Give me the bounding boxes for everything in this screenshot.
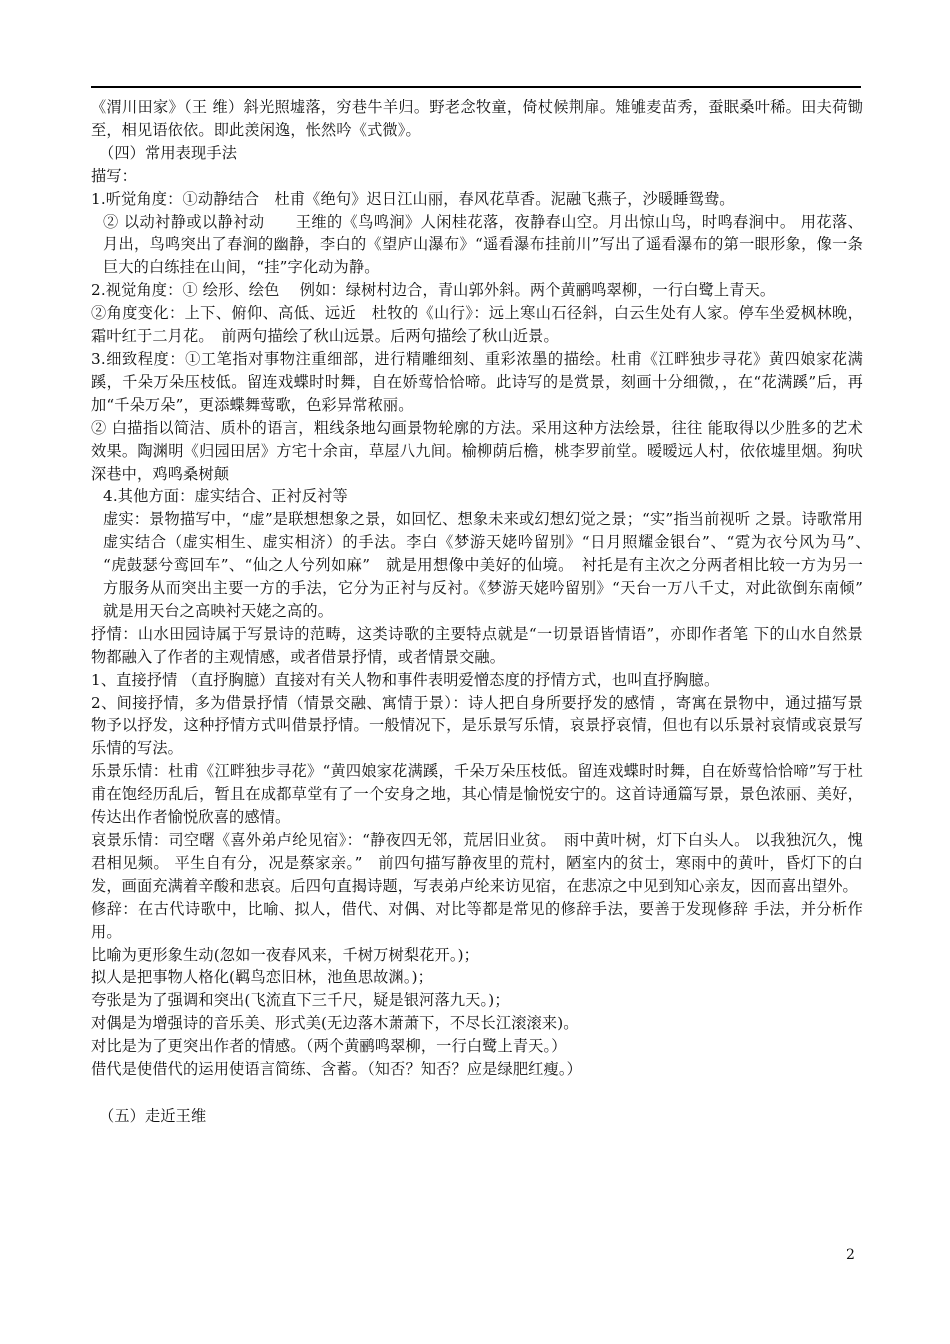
paragraph-motion-stillness: ② 以动衬静或以静衬动 王维的《鸟鸣涧》人闲桂花落，夜静春山空。月出惊山鸟，时鸣春涧中。 用花落、月出，鸟鸣突出了春涧的幽静，李白的《望庐山瀑布》“遥看瀑布挂前川”写出了遥看瀑布的第一眼形象，像一条巨大的白练挂在山间，“挂”字化动为静。 [103, 212, 863, 277]
paragraph-visual-angle: 2.视觉角度：① 绘形、绘色 例如：绿树村边合，青山郭外斜。两个黄鹂鸣翠柳，一行白鹭上青天。 [91, 281, 776, 300]
paragraph-other-aspects: 4.其他方面：虚实结合、正衬反衬等 [103, 487, 348, 506]
paragraph-indirect-lyricism: 2、间接抒情，多为借景抒情（情景交融、寓情于景）：诗人把自身所要抒发的感情 ，寄寓在景物中，通过描写景物予以抒发，这种抒情方式叫借景抒情。一般情况下，是乐景写乐情，哀景抒哀情，但也有以乐景衬哀情或哀景写乐情的写法。 [91, 693, 863, 758]
paragraph-happy-scene-happy-feeling: 乐景乐情：杜甫《江畔独步寻花》“黄四娘家花满蹊，千朵万朵压枝低。留连戏蝶时时舞，自在娇莺恰恰啼”写于杜甫在饱经历乱后，暂且在成都草堂有了一个安身之地，其心情是愉悦安宁的。这首诗通篇写景，景色浓丽、美好，传达出作者愉悦欣喜的感情。 [91, 762, 863, 827]
paragraph-personification: 拟人是把事物人格化(羁鸟恋旧林，池鱼思故渊。)； [91, 968, 433, 987]
header-rule [91, 86, 861, 88]
paragraph-lyricism: 抒情：山水田园诗属于写景诗的范畴，这类诗歌的主要特点就是“一切景语皆情语”，亦即作者笔 下的山水自然景物都融入了作者的主观情感，或者借景抒情，或者情景交融。 [91, 624, 863, 666]
paragraph-detail-degree: 3.细致程度：①工笔指对事物注重细部，进行精雕细刻、重彩浓墨的描绘。杜甫《江畔独步寻花》黄四娘家花满蹊，千朵万朵压枝低。留连戏蝶时时舞，自在娇莺恰恰啼。此诗写的是赏景，刻画十分细微，，在“花满蹊”后，再加“千朵万朵”，更添蝶舞莺歌，色彩异常秾丽。 [91, 349, 863, 414]
paragraph-direct-lyricism: 1、直接抒情 （直抒胸臆）直接对有关人物和事件表明爱憎态度的抒情方式，也叫直抒胸臆。 [91, 670, 720, 689]
subheading-description: 描写： [91, 166, 138, 185]
paragraph-contrast: 对比是为了更突出作者的情感。（两个黄鹂鸣翠柳，一行白鹭上青天。） [91, 1037, 567, 1056]
paragraph-spacer [91, 1081, 863, 1105]
paragraph-weichuan-tianjia: 《渭川田家》（王 维）斜光照墟落，穷巷牛羊归。野老念牧童，倚杖候荆扉。雉雊麦苗秀，蚕眠桑叶稀。田夫荷锄至，相见语依依。即此羡闲逸，怅然吟《式微》。 [91, 98, 863, 139]
paragraph-auditory-angle: 1.听觉角度：①动静结合 杜甫《绝句》迟日江山丽，春风花草香。泥融飞燕子，沙暖睡鸳鸯。 [91, 189, 735, 208]
paragraph-antithesis: 对偶是为增强诗的音乐美、形式美(无边落木萧萧下，不尽长江滚滚来)。 [91, 1014, 579, 1033]
paragraph-line-drawing: ② 白描指以简洁、质朴的语言，粗线条地勾画景物轮廓的方法。采用这种方法绘景，往往 能取得以少胜多的艺术效果。陶渊明《归园田居》方宅十余亩，草屋八九间。榆柳荫后檐，桃李罗前堂。暧暧远人村，依依墟里烟。狗吠深巷中，鸡鸣桑树颠 [91, 418, 863, 483]
page-number: 2 [846, 1247, 855, 1263]
paragraph-virtual-real: 虚实：景物描写中，“虚”是联想想象之景，如回忆、想象未来或幻想幻觉之景；“实”指当前视听 之景。诗歌常用虚实结合（虚实相生、虚实相济）的手法。李白《梦游天姥吟留别》“日月照耀金银台”、“霓为衣兮风为马”、 “虎鼓瑟兮鸾回车”、“仙之人兮列如麻” 就是用想像中美好的仙境。 衬托是有主次之分两者相比较一方为另一方服务从而突出主要一方的手法，它分为正衬与反衬。《梦游天姥吟留别》“天台一万八千丈，对此欲倒东南倾” 就是用天台之高映衬天姥之高的。 [103, 510, 879, 620]
paragraph-angle-change: ②角度变化：上下、俯仰、高低、远近 杜牧的《山行》：远上寒山石径斜，白云生处有人家。停车坐爱枫林晚，霜叶红于二月花。 前两句描绘了秋山远景。后两句描绘了秋山近景。 [91, 304, 863, 346]
paragraph-exaggeration: 夸张是为了强调和突出(飞流直下三千尺，疑是银河落九天。)； [91, 991, 510, 1010]
paragraph-sad-scene-happy-feeling: 哀景乐情：司空曙《喜外弟卢纶见宿》：“静夜四无邻，荒居旧业贫。 雨中黄叶树，灯下白头人。 以我独沉久，愧君相见频。 平生自有分，况是蔡家亲。” 前四句描写静夜里的荒村，陋室内的贫士，寒雨中的黄叶，昏灯下的白发，画面充满着辛酸和悲哀。后四句直揭诗题，写表弟卢纶来访见宿，在悲凉之中见到知心亲友，因而喜出望外。 [91, 831, 863, 895]
paragraph-rhetoric: 修辞：在古代诗歌中，比喻、拟人，借代、对偶、对比等都是常见的修辞手法，要善于发现修辞 手法，并分析作用。 [91, 899, 863, 941]
section-heading-expression-techniques: （四）常用表现手法 [99, 143, 238, 162]
section-heading-wang-wei: （五）走近王维 [99, 1106, 207, 1125]
document-body [91, 96, 879, 1128]
paragraph-metaphor: 比喻为更形象生动(忽如一夜春风来，千树万树梨花开。)； [91, 945, 479, 964]
paragraph-metonymy: 借代是使借代的运用使语言简练、含蓄。（知否？知否？应是绿肥红瘦。） [91, 1060, 582, 1079]
